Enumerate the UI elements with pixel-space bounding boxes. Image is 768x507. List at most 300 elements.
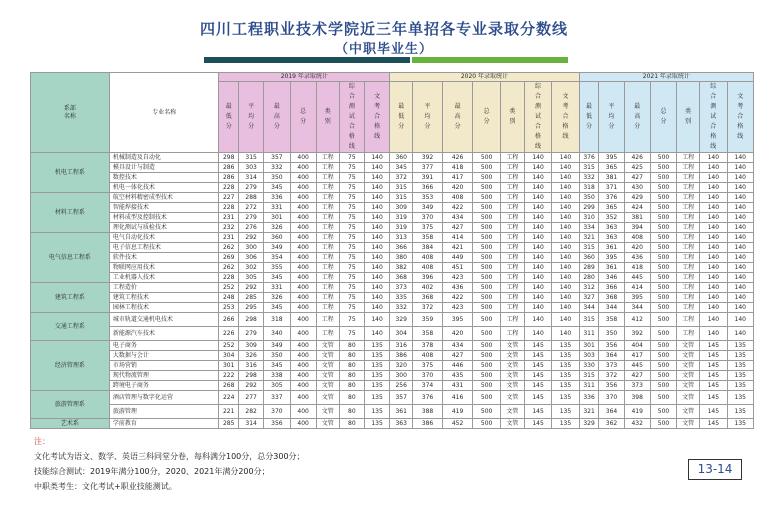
score-cell: 140 <box>552 283 579 293</box>
score-cell: 395 <box>442 313 473 327</box>
notes <box>34 434 305 494</box>
header-col-2020-6: 文 考 合 格 线 <box>552 82 579 153</box>
score-cell: 314 <box>239 173 264 183</box>
score-cell: 80 <box>339 419 364 429</box>
score-cell: 500 <box>473 293 500 303</box>
score-cell: 305 <box>239 273 264 283</box>
score-cell: 工程 <box>500 273 524 283</box>
score-cell: 135 <box>552 381 579 391</box>
score-cell: 300 <box>239 243 264 253</box>
score-cell: 368 <box>390 273 413 283</box>
score-cell: 140 <box>524 293 551 303</box>
score-cell: 140 <box>727 163 754 173</box>
score-cell: 417 <box>442 173 473 183</box>
score-cell: 文管 <box>677 405 700 419</box>
score-cell: 345 <box>264 183 290 193</box>
score-cell: 145 <box>524 371 551 381</box>
score-cell: 500 <box>650 223 676 233</box>
score-cell: 工程 <box>677 243 700 253</box>
score-cell: 140 <box>524 253 551 263</box>
score-cell: 135 <box>727 361 754 371</box>
score-cell: 340 <box>264 327 290 341</box>
score-cell: 423 <box>442 303 473 313</box>
score-cell: 500 <box>473 361 500 371</box>
score-cell: 272 <box>239 203 264 213</box>
score-cell: 400 <box>290 381 316 391</box>
score-cell: 140 <box>552 313 579 327</box>
score-cell: 工程 <box>677 327 700 341</box>
score-cell: 388 <box>413 405 443 419</box>
score-cell: 500 <box>473 203 500 213</box>
score-cell: 354 <box>264 253 290 263</box>
score-cell: 400 <box>290 173 316 183</box>
score-cell: 303 <box>239 163 264 173</box>
score-cell: 文管 <box>316 419 339 429</box>
score-cell: 500 <box>650 163 676 173</box>
score-cell: 80 <box>339 351 364 361</box>
score-cell: 418 <box>624 263 650 273</box>
header-year-2019: 2019 年录取统计 <box>219 73 390 82</box>
header-col-2019-5: 综 合 测 试 合 格 线 <box>339 82 364 153</box>
score-cell: 工程 <box>677 173 700 183</box>
score-cell: 302 <box>239 263 264 273</box>
score-cell: 75 <box>339 327 364 341</box>
score-cell: 文管 <box>316 361 339 371</box>
dept-cell: 机电工程系 <box>31 153 110 193</box>
score-cell: 305 <box>264 381 290 391</box>
score-cell: 140 <box>727 153 754 163</box>
header-col-2021-6: 文 考 合 格 线 <box>727 82 754 153</box>
score-cell: 145 <box>524 381 551 391</box>
score-cell: 140 <box>727 313 754 327</box>
score-cell: 500 <box>473 183 500 193</box>
score-cell: 398 <box>624 391 650 405</box>
score-cell: 文管 <box>677 371 700 381</box>
score-cell: 工程 <box>500 223 524 233</box>
score-cell: 140 <box>552 163 579 173</box>
score-cell: 145 <box>700 381 727 391</box>
major-cell: 园林工程技术 <box>109 303 219 313</box>
score-cell: 400 <box>290 203 316 213</box>
score-cell: 140 <box>727 183 754 193</box>
score-cell: 140 <box>364 243 389 253</box>
score-cell: 75 <box>339 183 364 193</box>
score-cell: 工程 <box>677 253 700 263</box>
score-cell: 311 <box>579 381 599 391</box>
score-cell: 140 <box>364 193 389 203</box>
score-cell: 文管 <box>500 351 524 361</box>
score-cell: 文管 <box>316 351 339 361</box>
dept-cell: 交通工程系 <box>31 313 110 341</box>
score-cell: 文管 <box>316 391 339 405</box>
score-cell: 500 <box>473 351 500 361</box>
score-cell: 文管 <box>316 381 339 391</box>
score-cell: 402 <box>413 283 443 293</box>
score-cell: 500 <box>473 405 500 419</box>
score-cell: 140 <box>552 293 579 303</box>
score-cell: 445 <box>624 361 650 371</box>
score-cell: 269 <box>219 253 239 263</box>
score-cell: 381 <box>624 213 650 223</box>
score-cell: 140 <box>364 183 389 193</box>
score-cell: 135 <box>364 405 389 419</box>
score-cell: 360 <box>390 153 413 163</box>
table-row <box>31 283 754 293</box>
score-cell: 368 <box>413 293 443 303</box>
score-cell: 140 <box>524 223 551 233</box>
title-underline-green <box>412 57 568 63</box>
score-cell: 400 <box>290 341 316 351</box>
score-cell: 416 <box>442 391 473 405</box>
header-col-2020-2: 最 高 分 <box>442 82 473 153</box>
score-cell: 276 <box>239 223 264 233</box>
header-col-2020-3: 总 分 <box>473 82 500 153</box>
score-cell: 140 <box>700 253 727 263</box>
score-cell: 135 <box>552 371 579 381</box>
score-cell: 370 <box>413 213 443 223</box>
score-cell: 319 <box>390 223 413 233</box>
score-cell: 400 <box>290 263 316 273</box>
title-underline-teal <box>204 57 410 63</box>
score-cell: 408 <box>442 193 473 203</box>
note-line-2: 技能综合测试：2019年满分100分，2020、2021年满分200分； <box>34 467 270 476</box>
score-cell: 140 <box>727 283 754 293</box>
score-cell: 140 <box>727 223 754 233</box>
table-row <box>31 183 754 193</box>
score-cell: 400 <box>290 327 316 341</box>
score-cell: 140 <box>524 303 551 313</box>
score-cell: 400 <box>290 361 316 371</box>
score-cell: 345 <box>264 303 290 313</box>
score-cell: 400 <box>290 313 316 327</box>
score-cell: 140 <box>364 203 389 213</box>
score-cell: 222 <box>219 371 239 381</box>
score-cell: 400 <box>290 223 316 233</box>
score-cell: 355 <box>264 263 290 273</box>
score-cell: 工程 <box>677 283 700 293</box>
score-cell: 400 <box>290 193 316 203</box>
score-cell: 工程 <box>500 283 524 293</box>
score-cell: 工程 <box>316 193 339 203</box>
score-cell: 140 <box>552 173 579 183</box>
score-cell: 345 <box>390 163 413 173</box>
score-cell: 319 <box>390 213 413 223</box>
score-cell: 360 <box>579 253 599 263</box>
score-cell: 427 <box>442 223 473 233</box>
score-cell: 426 <box>442 153 473 163</box>
score-cell: 500 <box>650 203 676 213</box>
header-col-2019-2: 最 高 分 <box>264 82 290 153</box>
score-cell: 145 <box>524 351 551 361</box>
score-cell: 工程 <box>316 243 339 253</box>
score-cell: 370 <box>264 405 290 419</box>
score-cell: 330 <box>579 361 599 371</box>
score-cell: 工程 <box>500 327 524 341</box>
score-cell: 140 <box>700 153 727 163</box>
score-cell: 315 <box>390 193 413 203</box>
score-cell: 382 <box>390 263 413 273</box>
score-cell: 366 <box>599 283 624 293</box>
table-row <box>31 173 754 183</box>
score-cell: 500 <box>473 163 500 173</box>
score-cell: 329 <box>579 419 599 429</box>
score-cell: 378 <box>413 341 443 351</box>
major-cell: 模具设计与制造 <box>109 163 219 173</box>
score-cell: 75 <box>339 243 364 253</box>
score-cell: 工程 <box>500 153 524 163</box>
score-cell: 工程 <box>316 173 339 183</box>
score-cell: 工程 <box>677 303 700 313</box>
score-cell: 400 <box>290 273 316 283</box>
score-cell: 140 <box>700 193 727 203</box>
score-cell: 315 <box>239 153 264 163</box>
score-cell: 140 <box>552 303 579 313</box>
score-cell: 424 <box>624 203 650 213</box>
score-cell: 140 <box>364 293 389 303</box>
score-cell: 文管 <box>677 381 700 391</box>
score-cell: 400 <box>290 243 316 253</box>
score-cell: 500 <box>473 283 500 293</box>
score-cell: 75 <box>339 283 364 293</box>
major-cell: 大数据与会计 <box>109 351 219 361</box>
dept-cell: 旅游管理系 <box>31 391 110 419</box>
score-cell: 315 <box>390 183 413 193</box>
score-cell: 326 <box>264 293 290 303</box>
table-row <box>31 419 754 429</box>
score-cell: 文管 <box>500 371 524 381</box>
score-cell: 工程 <box>316 327 339 341</box>
score-cell: 文管 <box>677 419 700 429</box>
score-cell: 304 <box>219 351 239 361</box>
score-cell: 358 <box>413 327 443 341</box>
score-cell: 工程 <box>316 313 339 327</box>
major-cell: 工业机器人技术 <box>109 273 219 283</box>
score-cell: 396 <box>413 273 443 283</box>
score-cell: 336 <box>264 193 290 203</box>
score-cell: 349 <box>264 341 290 351</box>
major-cell: 建筑工程技术 <box>109 293 219 303</box>
score-cell: 321 <box>579 405 599 419</box>
score-cell: 文管 <box>500 405 524 419</box>
score-cell: 376 <box>599 193 624 203</box>
score-cell: 408 <box>624 233 650 243</box>
score-cell: 500 <box>650 283 676 293</box>
score-cell: 421 <box>442 243 473 253</box>
score-cell: 75 <box>339 213 364 223</box>
score-cell: 500 <box>650 419 676 429</box>
table-row <box>31 341 754 351</box>
score-cell: 80 <box>339 381 364 391</box>
score-cell: 工程 <box>316 293 339 303</box>
table-row <box>31 327 754 341</box>
score-cell: 文管 <box>500 391 524 405</box>
score-cell: 工程 <box>677 223 700 233</box>
score-cell: 500 <box>473 303 500 313</box>
score-cell: 140 <box>552 243 579 253</box>
table-row <box>31 303 754 313</box>
major-cell: 旅游管理 <box>109 405 219 419</box>
score-cell: 75 <box>339 193 364 203</box>
score-cell: 140 <box>727 233 754 243</box>
score-cell: 75 <box>339 273 364 283</box>
score-cell: 500 <box>473 173 500 183</box>
score-cell: 346 <box>599 273 624 283</box>
score-cell: 135 <box>727 371 754 381</box>
score-cell: 445 <box>624 273 650 283</box>
score-cell: 350 <box>579 193 599 203</box>
score-cell: 280 <box>579 273 599 283</box>
score-cell: 140 <box>524 263 551 273</box>
score-cell: 430 <box>624 183 650 193</box>
score-cell: 345 <box>264 361 290 371</box>
header-col-2019-1: 平 均 分 <box>239 82 264 153</box>
score-cell: 292 <box>239 233 264 243</box>
score-cell: 452 <box>442 419 473 429</box>
score-cell: 419 <box>442 405 473 419</box>
score-cell: 418 <box>442 163 473 173</box>
header-year-2021: 2021 年录取统计 <box>579 73 753 82</box>
score-cell: 232 <box>219 223 239 233</box>
score-cell: 140 <box>700 243 727 253</box>
score-cell: 145 <box>700 405 727 419</box>
score-cell: 140 <box>700 223 727 233</box>
score-cell: 252 <box>219 341 239 351</box>
score-cell: 394 <box>624 223 650 233</box>
score-cell: 140 <box>700 327 727 341</box>
score-cell: 231 <box>219 213 239 223</box>
score-cell: 449 <box>442 253 473 263</box>
score-cell: 工程 <box>316 303 339 313</box>
score-cell: 140 <box>727 273 754 283</box>
note-line-1: 文化考试为语文、数学、英语三科同堂分卷，每科满分100分，总分300分； <box>34 452 305 461</box>
score-cell: 306 <box>239 253 264 263</box>
score-cell: 391 <box>413 173 443 183</box>
major-cell: 机械制造及自动化 <box>109 153 219 163</box>
major-cell: 智能焊接技术 <box>109 203 219 213</box>
score-cell: 400 <box>290 213 316 223</box>
table-row <box>31 313 754 327</box>
score-cell: 304 <box>390 327 413 341</box>
score-cell: 301 <box>264 213 290 223</box>
score-cell: 309 <box>239 341 264 351</box>
score-cell: 400 <box>290 303 316 313</box>
score-cell: 446 <box>442 361 473 371</box>
score-cell: 文管 <box>316 371 339 381</box>
score-cell: 140 <box>364 327 389 341</box>
score-cell: 436 <box>624 253 650 263</box>
score-cell: 140 <box>700 313 727 327</box>
score-cell: 500 <box>473 153 500 163</box>
major-cell: 市场营销 <box>109 361 219 371</box>
score-cell: 338 <box>264 371 290 381</box>
score-cell: 311 <box>579 327 599 341</box>
score-cell: 145 <box>700 391 727 405</box>
score-cell: 224 <box>219 391 239 405</box>
score-cell: 431 <box>442 381 473 391</box>
score-cell: 140 <box>700 293 727 303</box>
score-cell: 299 <box>579 203 599 213</box>
score-cell: 331 <box>264 283 290 293</box>
page-number: 13-14 <box>688 459 742 480</box>
score-cell: 356 <box>264 419 290 429</box>
score-cell: 工程 <box>316 163 339 173</box>
major-cell: 工程造价 <box>109 283 219 293</box>
table-row <box>31 293 754 303</box>
score-cell: 500 <box>650 361 676 371</box>
score-cell: 277 <box>239 391 264 405</box>
score-cell: 301 <box>219 361 239 371</box>
score-cell: 374 <box>413 381 443 391</box>
score-cell: 135 <box>727 419 754 429</box>
header-col-2021-2: 最 高 分 <box>624 82 650 153</box>
score-cell: 140 <box>552 327 579 341</box>
table-row <box>31 361 754 371</box>
score-cell: 326 <box>239 351 264 361</box>
score-cell: 80 <box>339 361 364 371</box>
score-cell: 140 <box>524 327 551 341</box>
header-col-2021-5: 综 合 测 试 合 格 线 <box>700 82 727 153</box>
score-cell: 316 <box>390 341 413 351</box>
score-cell: 140 <box>700 283 727 293</box>
score-cell: 435 <box>442 371 473 381</box>
score-cell: 327 <box>579 293 599 303</box>
dept-cell: 电气信息工程系 <box>31 233 110 283</box>
score-cell: 320 <box>390 361 413 371</box>
table-row <box>31 203 754 213</box>
major-cell: 现代物流管理 <box>109 371 219 381</box>
score-cell: 140 <box>727 263 754 273</box>
score-cell: 268 <box>219 381 239 391</box>
score-cell: 135 <box>364 341 389 351</box>
score-cell: 140 <box>727 173 754 183</box>
score-cell: 309 <box>390 203 413 213</box>
score-cell: 353 <box>413 193 443 203</box>
score-cell: 135 <box>552 405 579 419</box>
dept-cell: 艺术系 <box>31 419 110 429</box>
score-cell: 80 <box>339 405 364 419</box>
score-cell: 140 <box>364 223 389 233</box>
score-cell: 372 <box>413 303 443 313</box>
score-cell: 500 <box>650 313 676 327</box>
score-cell: 262 <box>219 243 239 253</box>
score-cell: 380 <box>390 253 413 263</box>
score-cell: 381 <box>599 173 624 183</box>
score-cell: 工程 <box>677 263 700 273</box>
score-cell: 350 <box>264 173 290 183</box>
score-cell: 80 <box>339 391 364 405</box>
score-cell: 373 <box>599 361 624 371</box>
score-cell: 313 <box>390 233 413 243</box>
score-cell: 135 <box>727 341 754 351</box>
score-cell: 362 <box>599 419 624 429</box>
major-cell: 城市轨道交通机电技术 <box>109 313 219 327</box>
major-cell: 机电一体化技术 <box>109 183 219 193</box>
score-cell: 140 <box>364 173 389 183</box>
score-cell: 140 <box>364 233 389 243</box>
table-row <box>31 233 754 243</box>
score-cell: 文管 <box>500 419 524 429</box>
score-cell: 140 <box>552 213 579 223</box>
major-cell: 数控技术 <box>109 173 219 183</box>
score-cell: 316 <box>239 361 264 371</box>
score-cell: 350 <box>599 327 624 341</box>
score-cell: 366 <box>413 183 443 193</box>
score-cell: 400 <box>290 153 316 163</box>
score-cell: 226 <box>219 327 239 341</box>
score-cell: 140 <box>552 153 579 163</box>
dept-cell: 建筑工程系 <box>31 283 110 313</box>
score-cell: 135 <box>364 381 389 391</box>
